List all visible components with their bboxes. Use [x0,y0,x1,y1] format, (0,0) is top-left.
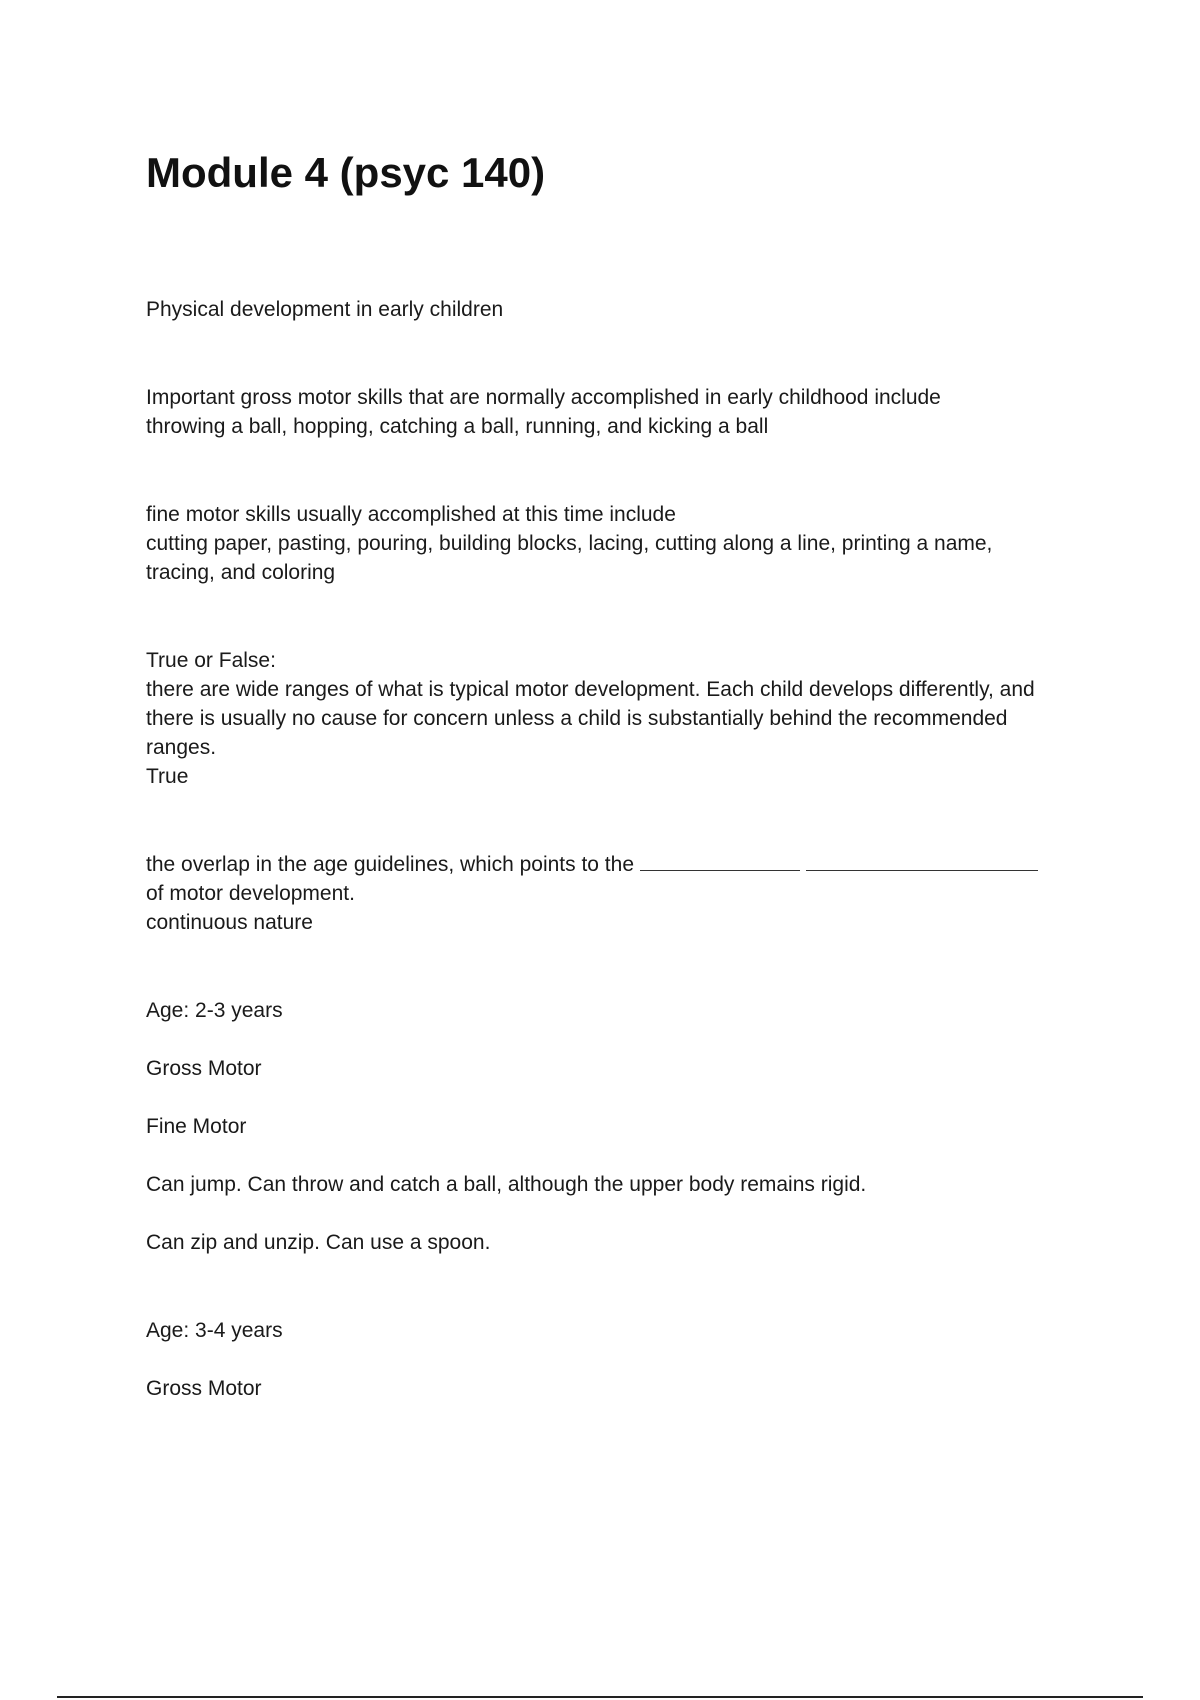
spacer [146,1199,1106,1228]
age-group-1-label: Age: 2-3 years [146,999,283,1022]
true-false-statement-line-1: there are wide ranges of what is typical motor development. Each child develops differently, and [146,678,1035,701]
true-false-statement-line-3: ranges. [146,736,217,759]
spacer [146,1141,1106,1170]
overlap-answer: continuous nature [146,911,313,934]
age-group-1-fine-description: Can zip and unzip. Can use a spoon. [146,1231,491,1254]
spacer [146,1257,1106,1316]
fine-motor-answer-line-2: tracing, and coloring [146,561,336,584]
spacer [146,791,1106,850]
spacer [146,937,1106,996]
document-content [146,148,1106,1403]
spacer [146,198,1106,295]
age-group-1-fine-label: Fine Motor [146,1115,247,1138]
age-group-1-gross-label: Gross Motor [146,1057,262,1080]
gross-motor-question: Important gross motor skills that are normally accomplished in early childhood include [146,386,941,409]
overlap-question-line-2: of motor development. [146,882,355,905]
spacer [146,441,1106,500]
spacer [146,587,1106,646]
overlap-question-text: the overlap in the age guidelines, which points to the [146,853,640,876]
spacer [146,324,1106,383]
fill-in-blank-1 [640,850,800,871]
gross-motor-answer: throwing a ball, hopping, catching a ball, running, and kicking a ball [146,415,769,438]
age-group-2-gross-label: Gross Motor [146,1377,262,1400]
age-group-2-label: Age: 3-4 years [146,1319,283,1342]
section-heading: Physical development in early children [146,298,504,321]
fine-motor-question: fine motor skills usually accomplished at this time include [146,503,676,526]
spacer [146,1345,1106,1374]
true-false-answer: True [146,765,189,788]
footer-divider [57,1696,1143,1698]
true-false-statement-line-2: there is usually no cause for concern unless a child is substantially behind the recommended [146,707,1008,730]
age-group-1-gross-description: Can jump. Can throw and catch a ball, although the upper body remains rigid. [146,1173,867,1196]
fill-in-blank-2 [806,850,1038,871]
spacer [146,1025,1106,1054]
true-false-label: True or False: [146,649,276,672]
fine-motor-answer-line-1: cutting paper, pasting, pouring, building blocks, lacing, cutting along a line, printing a name, [146,532,993,555]
spacer [146,1083,1106,1112]
document-title: Module 4 (psyc 140) [146,149,546,196]
overlap-question-line-1 [146,850,1106,879]
